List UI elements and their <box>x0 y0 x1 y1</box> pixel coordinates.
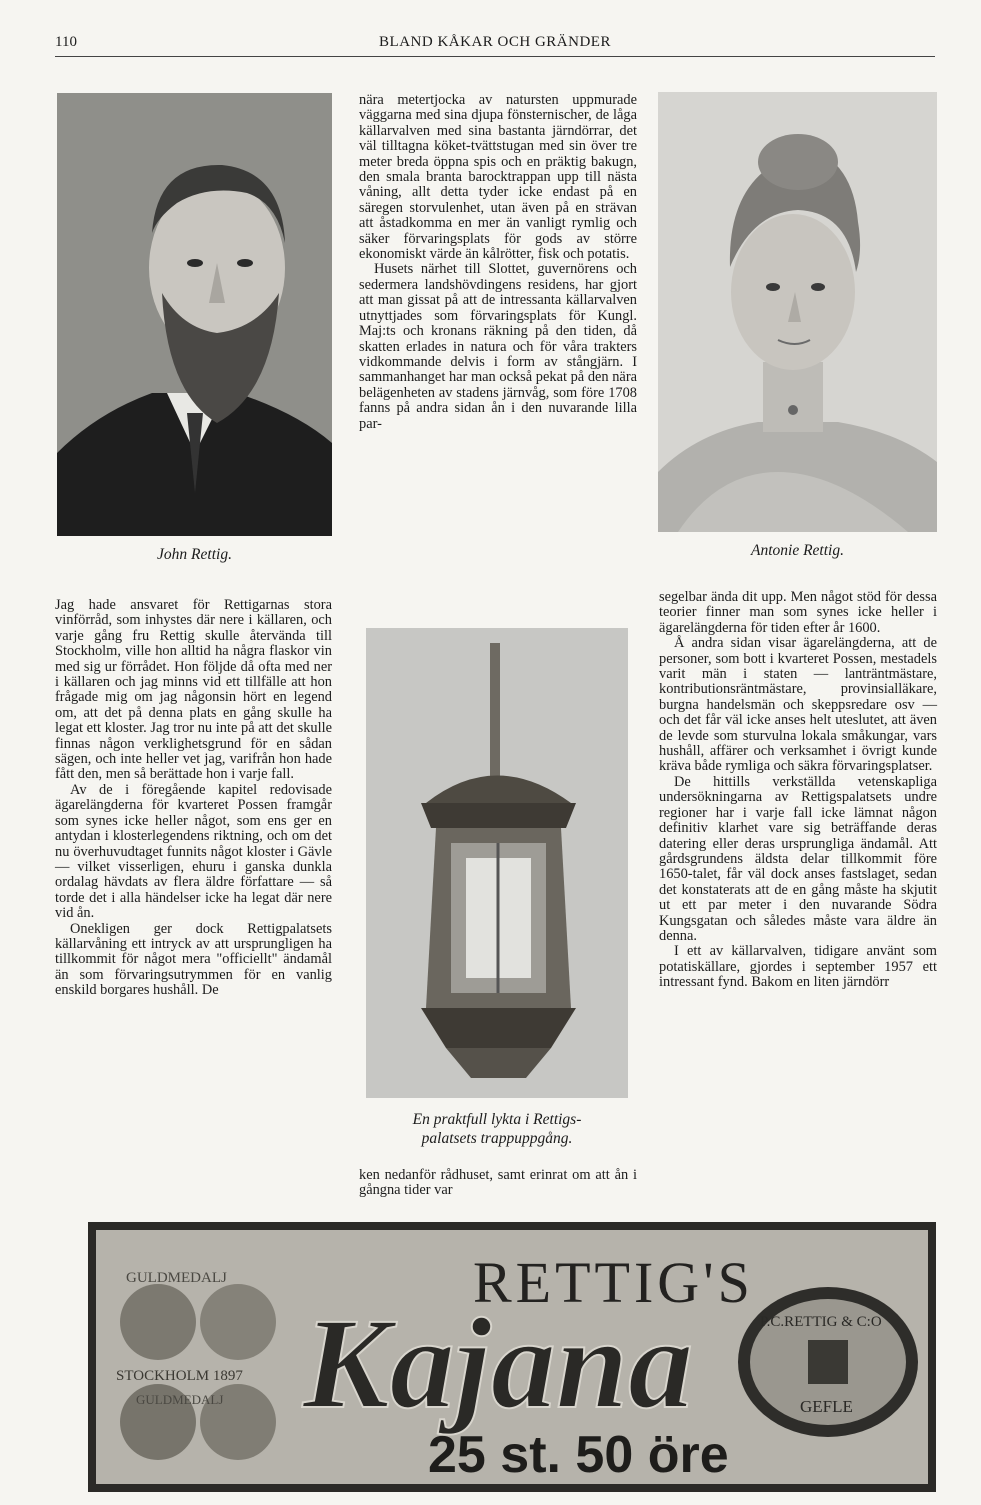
antonie-rettig-portrait <box>658 92 937 532</box>
medal-text-2: STOCKHOLM 1897 <box>116 1368 243 1384</box>
john-rettig-portrait <box>57 93 332 536</box>
medal-text-3: GULDMEDALJ <box>136 1392 224 1407</box>
page-header <box>55 32 935 57</box>
left-column <box>55 598 332 999</box>
brand-script: Kajana <box>303 1292 694 1436</box>
rettigs-kajana-sign <box>88 1222 936 1492</box>
price-text: 25 st. 50 öre <box>428 1426 729 1484</box>
left-paragraph-1: Jag hade ansvaret för Rettigarnas stora vinförråd, som inhystes där nere i källaren, och varje gång fru Rettig skulle återvända till Stockholm, ville hon alltid ha några flaskor vin med sig ur förrådet. Hon följde då ofta med ner i källaren och jag minns vid ett tillfälle att hon frågade mig om jag någonsin hört en legend om, att det på denna plats en gång skulle ha legat ett kloster. Jag tror nu inte på att det skulle finnas någon verklighetsgrund för en sådan sägen, och inte heller vet jag, varifrån hon hade fått den, men så berättade hon i varje fall. <box>55 597 332 783</box>
john-rettig-caption: John Rettig. <box>157 546 232 563</box>
lantern-caption <box>350 1110 644 1148</box>
right-paragraph-2: Å andra sidan visar ägarelängderna, att de personer, som bott i kvarteret Possen, mestadels varit män i staten — lanträntmästare, kontributionsräntmästare, provinsialläkare, burgna handelsmän och skeppsredare osv — och det får väl icke anses helt uteslutet, att även de levde som sturvulna lokala småkungar, vars hushåll, affärer och verksamhet i övrigt kunde kräva både rymliga och säkra förvaringsplatser. <box>659 635 937 775</box>
left-paragraph-3: Onekligen ger dock Rettigpalatsets källarvåning ett intryck av att ursprungligen ha tillkommit för något mera "officiellt" ändamål än som förvaringsutrymmen för en vanlig enskild borgares hushåll. De <box>55 920 332 999</box>
antonie-rettig-caption: Antonie Rettig. <box>751 542 844 559</box>
seal-text-top: P.C.RETTIG & C:O <box>760 1314 882 1330</box>
middle-paragraph-2: Husets närhet till Slottet, guvernörens och sedermera landshövdingens residens, har gjort att man gissat på att de intressanta källarvalven utnyttjades som förvaringsplats för Kungl. Maj:ts och kronans räkning på den tiden, då skatten erlades in natura och för våra trakters vidkommande delvis i form av stångjärn. I sammanhanget har man också pekat på den nära belägenheten av stadens järnvåg, som före 1708 fanns på andra sidan ån i den nuvarande lilla par- <box>359 261 637 432</box>
left-paragraph-2: Av de i föregående kapitel redovisade ägarelängderna för kvarteret Possen framgår som synes icke heller något, som ens ger en antydan i klosterlegendens riktning, och om det nu överhuvudtaget funnits något kloster i Gävle — vilket visserligen, ehuru i ganska dunkla ordalag hävdats av flera äldre författare — så torde det i alla händelser icke ha legat där nere vid ån. <box>55 781 332 922</box>
middle-paragraph-3: ken nedanför rådhuset, samt erinrat om att ån i gångna tider var <box>359 1167 637 1199</box>
lantern-caption-line-2: palatsets trappuppgång. <box>421 1130 573 1147</box>
medal-text-1: GULDMEDALJ <box>126 1270 227 1286</box>
middle-paragraph-1: nära metertjocka av natursten uppmurade väggarna med sina djupa fönsternischer, de låga källarvalven med sina bastanta järndörrar, det väl tilltagna köket-tvättstugan med sin över tre meter breda öppna spis och en präktig bakugn, den smala branta barocktrappan upp till nästa våning, allt detta tyder icke endast på en säregen storvulenhet, utan även på en strävan att åstadkomma en mer än vanligt rymlig och säker förvaringsplats för gods av större ekonomiskt värde än kålrötter, fisk och potatis. <box>359 92 637 263</box>
right-paragraph-4: I ett av källarvalven, tidigare använt som potatiskällare, gjordes i september 1957 ett intressant fynd. Bakom en liten järndörr <box>659 943 937 991</box>
middle-column-top <box>359 93 637 432</box>
brand-top: RETTIG'S <box>473 1250 754 1315</box>
running-head: BLAND KÅKAR OCH GRÄNDER <box>379 34 611 50</box>
right-column <box>659 590 937 991</box>
right-paragraph-1: segelbar ända dit upp. Men något stöd för dessa teorier finner man som synes icke heller i ägarelängderna för tiden efter år 1600. <box>659 589 937 636</box>
lantern-photo <box>366 628 628 1098</box>
seal-text-bottom: GEFLE <box>800 1397 853 1416</box>
page-number: 110 <box>55 34 77 50</box>
lantern-caption-line-1: En praktfull lykta i Rettigs- <box>412 1111 582 1128</box>
right-paragraph-3: De hittills verkställda vetenskapliga undersökningarna av Rettigspalatsets undre regioner har i varje fall icke lämnat någon definitiv klarhet vare sig beträffande deras datering eller deras ursprungliga ändamål. Att gårdsgrundens äldsta delar tillkommit före 1650-talet, får väl dock anses fastslaget, sedan det konstaterats att de en gång måste ha skjutit ut ett par meter i den nuvarande Södra Kungsgatan och således måste vara äldre än denna. <box>659 773 937 944</box>
middle-column-bottom <box>359 1168 637 1199</box>
